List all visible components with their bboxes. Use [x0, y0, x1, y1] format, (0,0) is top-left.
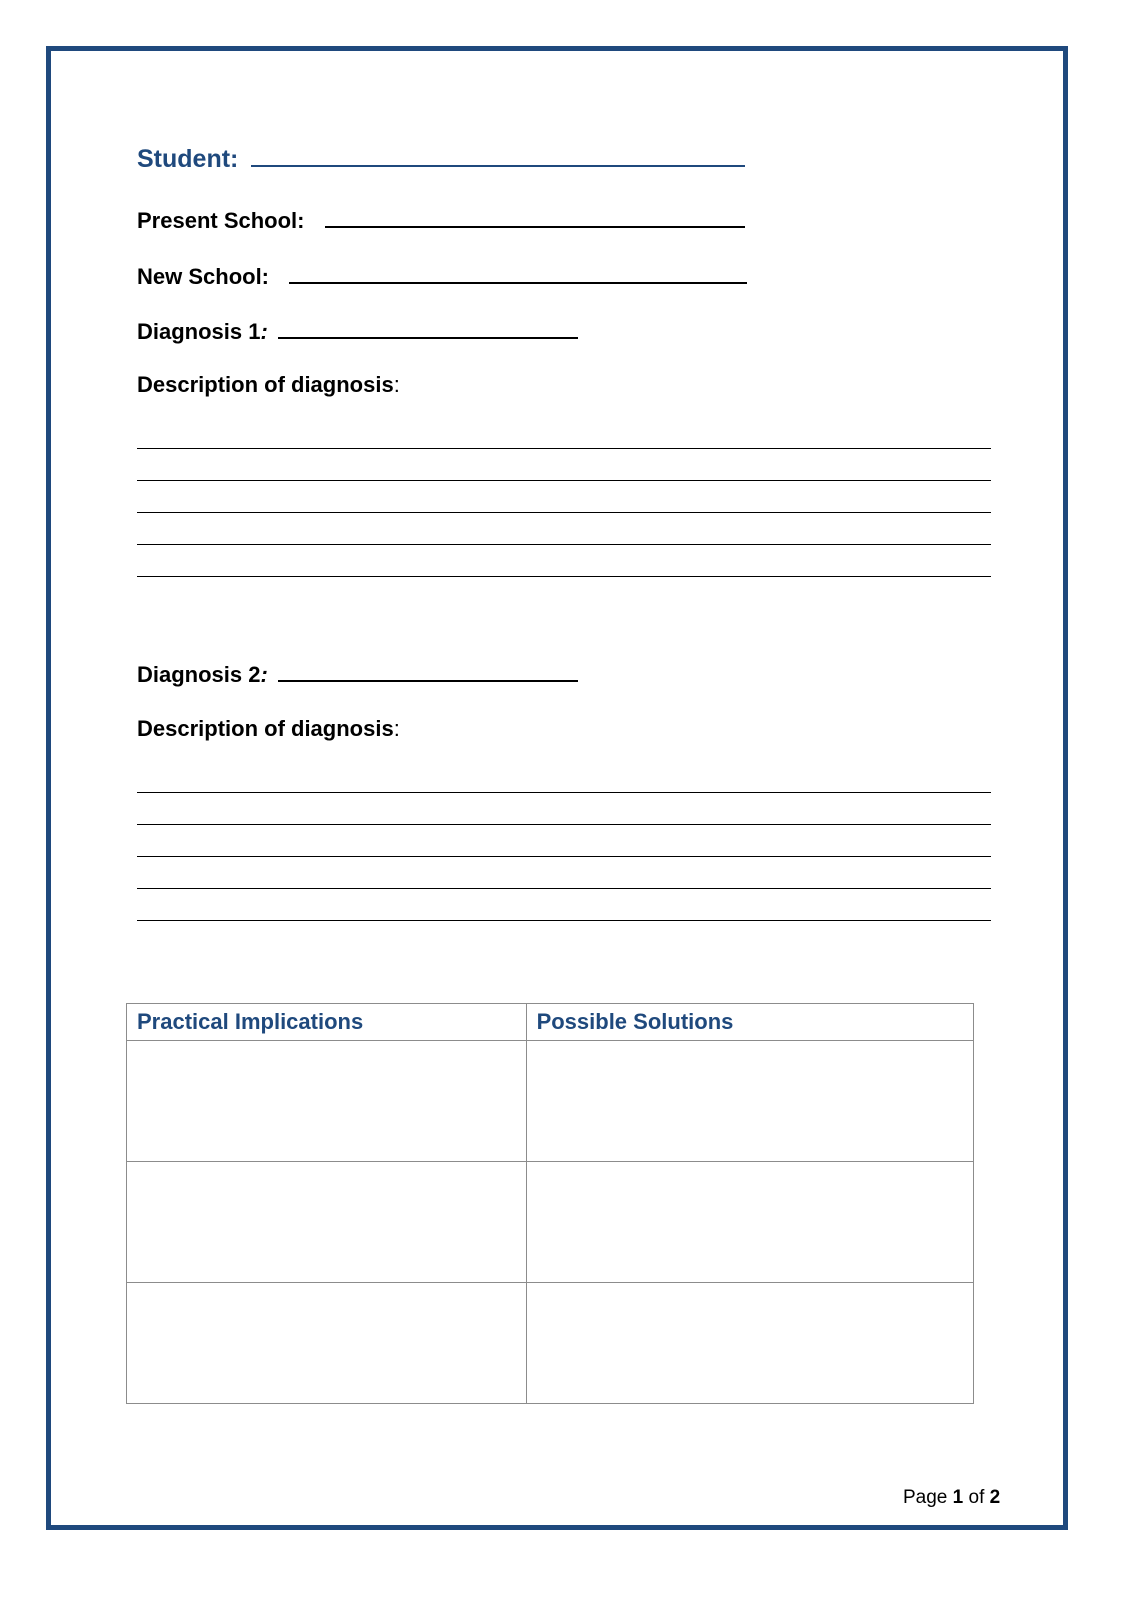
new-school-field — [137, 262, 747, 290]
description-1-text: Description of diagnosis — [137, 372, 394, 397]
table-row — [127, 1283, 974, 1404]
header-possible-solutions: Possible Solutions — [526, 1004, 973, 1041]
diagnosis-2-colon: : — [260, 662, 268, 687]
diagnosis-1-input-line[interactable] — [278, 317, 578, 339]
student-field — [137, 145, 745, 174]
student-label: Student: — [137, 145, 239, 173]
description-2-colon: : — [393, 716, 400, 741]
description-1-line-3[interactable] — [137, 512, 991, 513]
description-1-line-1[interactable] — [137, 448, 991, 449]
diagnosis-1-field — [137, 317, 578, 345]
diagnosis-2-input-line[interactable] — [278, 660, 578, 682]
description-2-text: Description of diagnosis — [137, 716, 394, 741]
page-number — [903, 1487, 1000, 1509]
description-2-line-3[interactable] — [137, 856, 991, 857]
page-word: Page — [903, 1487, 948, 1508]
diagnosis-1-label: Diagnosis 1 — [137, 319, 261, 344]
solution-cell[interactable] — [526, 1162, 973, 1283]
description-1-colon: : — [393, 372, 400, 397]
table-row — [127, 1162, 974, 1283]
description-1-line-2[interactable] — [137, 480, 991, 481]
student-input-line[interactable] — [251, 145, 745, 167]
diagnosis-1-colon: : — [260, 319, 268, 344]
description-2-line-5[interactable] — [137, 920, 991, 921]
solution-cell[interactable] — [526, 1041, 973, 1162]
description-2-line-4[interactable] — [137, 888, 991, 889]
header-practical-implications: Practical Implications — [127, 1004, 527, 1041]
implication-cell[interactable] — [127, 1162, 527, 1283]
total-pages: 2 — [989, 1487, 1001, 1508]
description-2-label — [137, 716, 400, 742]
table-header-row — [127, 1004, 974, 1041]
description-1-line-5[interactable] — [137, 576, 991, 577]
description-2-line-2[interactable] — [137, 824, 991, 825]
present-school-field — [137, 206, 745, 234]
of-word: of — [968, 1487, 985, 1508]
solution-cell[interactable] — [526, 1283, 973, 1404]
description-1-label — [137, 372, 400, 398]
diagnosis-2-field — [137, 660, 578, 688]
diagnosis-2-label: Diagnosis 2 — [137, 662, 261, 687]
implications-solutions-table — [126, 1003, 974, 1404]
description-2-line-1[interactable] — [137, 792, 991, 793]
table-row — [127, 1041, 974, 1162]
new-school-input-line[interactable] — [289, 262, 747, 284]
new-school-label: New School: — [137, 264, 270, 289]
implication-cell[interactable] — [127, 1283, 527, 1404]
present-school-label: Present School: — [137, 208, 305, 233]
description-1-line-4[interactable] — [137, 544, 991, 545]
implication-cell[interactable] — [127, 1041, 527, 1162]
current-page: 1 — [952, 1487, 964, 1508]
present-school-input-line[interactable] — [325, 206, 745, 228]
